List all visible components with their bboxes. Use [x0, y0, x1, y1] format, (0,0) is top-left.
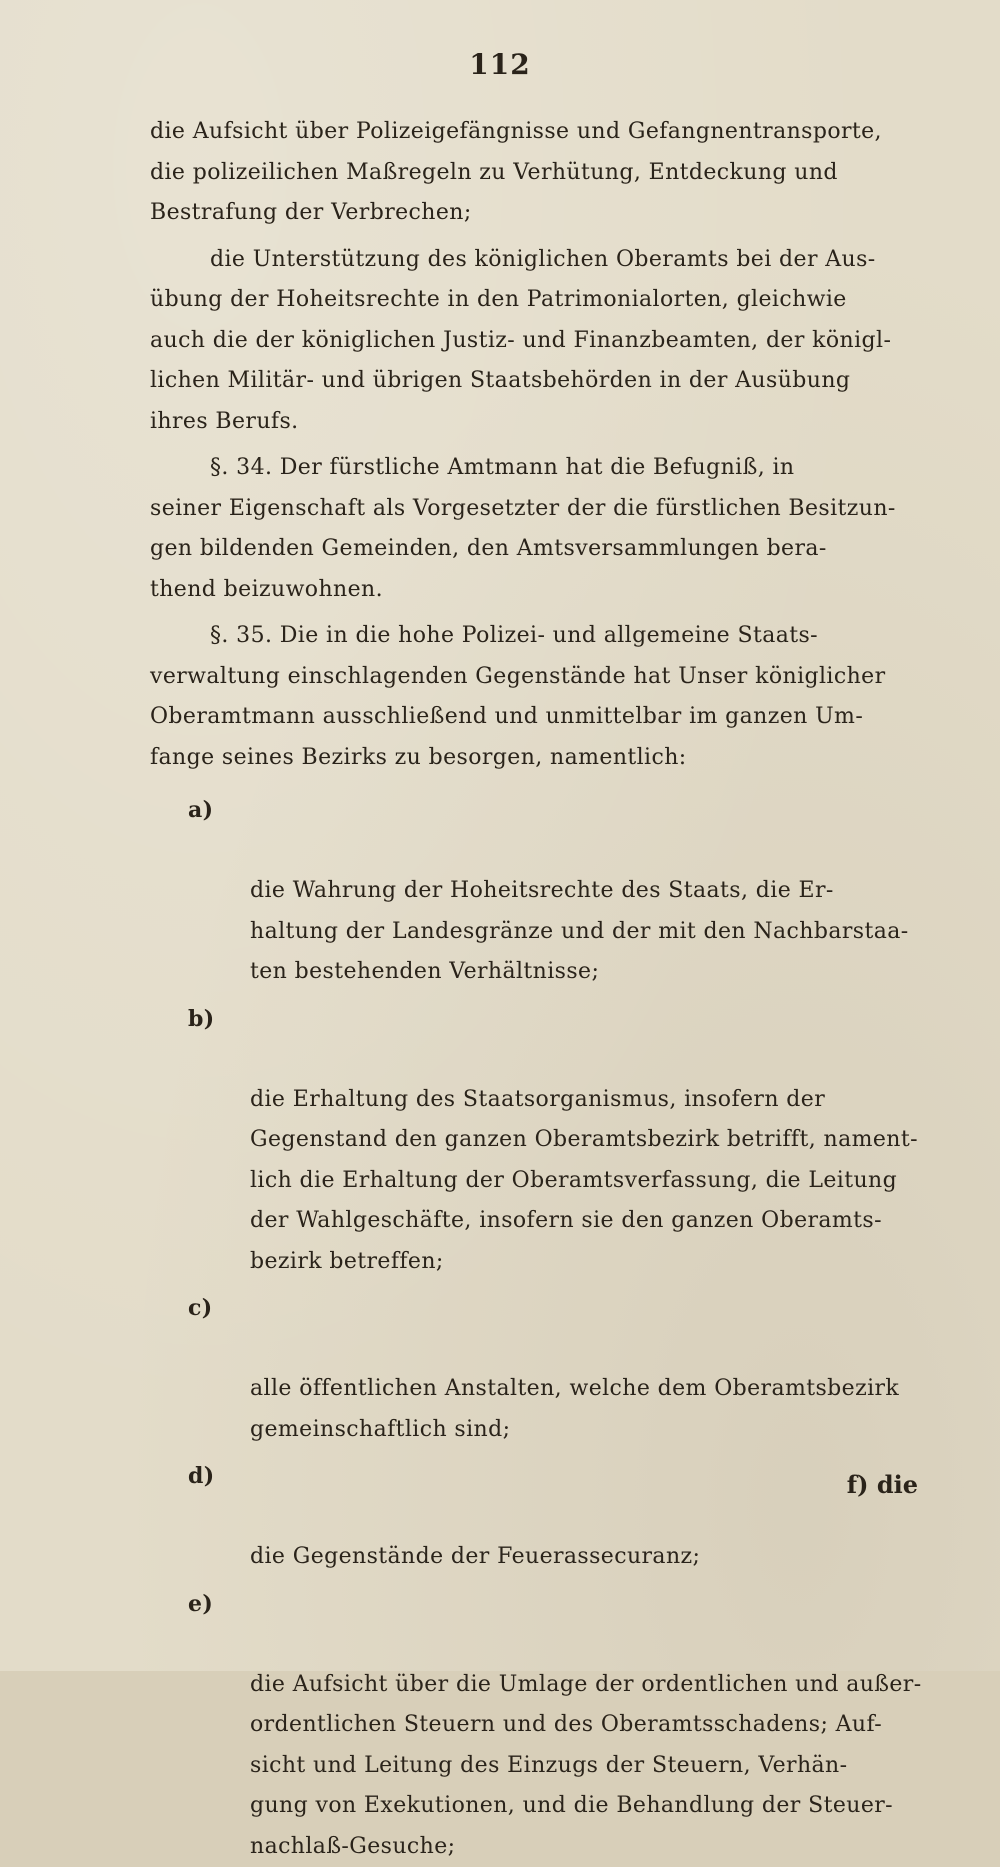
list-item-text: die Wahrung der Hoheitsrechte des Staats, die Er- haltung der Landesgränze und der mit den Nachbarstaa- ten bestehenden Verhältnisse;	[250, 878, 909, 984]
list-marker: a)	[188, 790, 213, 831]
page-number: 112	[0, 48, 1000, 81]
page-body-text	[150, 112, 925, 1867]
paragraph-section-35: §. 35. Die in die hohe Polizei- und allgemeine Staats- verwaltung einschlagenden Gegenstände hat Unser königlicher Oberamtmann ausschließend und unmittelbar im ganzen Um- fange seines Bezirks zu besorgen, namentlich:	[150, 616, 925, 778]
list-marker: d)	[188, 1456, 215, 1497]
catchword: f) die	[847, 1470, 918, 1499]
paragraph-support-oberamt: die Unterstützung des königlichen Oberamts bei der Aus- übung der Hoheitsrechte in den Patrimonialorten, gleichwie auch die der königlichen Justiz- und Finanzbeamten, der königl- lichen Militär- und übrigen Staatsbehörden in der Ausübung ihres Berufs.	[150, 240, 925, 443]
enumerated-list	[150, 790, 925, 1867]
list-marker: c)	[188, 1288, 213, 1329]
paragraph-police-supervision: die Aufsicht über Polizeigefängnisse und Gefangnentransporte, die polizeilichen Maßregeln zu Verhütung, Entdeckung und Bestrafung der Verbrechen;	[150, 112, 925, 234]
list-item-a	[188, 790, 925, 993]
list-item-d	[188, 1456, 925, 1578]
list-item-e	[188, 1584, 925, 1867]
list-item-c	[188, 1288, 925, 1450]
list-item-text: die Aufsicht über die Umlage der ordentlichen und außer- ordentlichen Steuern und des Oberamtsschadens; Auf- sicht und Leitung des Einzugs der Steuern, Verhän- gung von Exekutionen, und die Behandlung der Steuer- nachlaß-Gesuche;	[250, 1672, 922, 1859]
list-item-text: die Erhaltung des Staatsorganismus, insofern der Gegenstand den ganzen Oberamtsbezirk betrifft, nament- lich die Erhaltung der Oberamtsverfassung, die Leitung der Wahlgeschäfte, insofern sie den ganzen Oberamts- bezirk betreffen;	[250, 1087, 918, 1274]
list-item-b	[188, 999, 925, 1283]
list-item-text: die Gegenstände der Feuerassecuranz;	[250, 1544, 700, 1569]
list-item-text: alle öffentlichen Anstalten, welche dem Oberamtsbezirk gemeinschaftlich sind;	[250, 1376, 899, 1442]
paragraph-section-34: §. 34. Der fürstliche Amtmann hat die Befugniß, in seiner Eigenschaft als Vorgesetzter der die fürstlichen Besitzun- gen bildenden Gemeinden, den Amtsversammlungen bera- thend beizuwohnen.	[150, 448, 925, 610]
list-marker: b)	[188, 999, 215, 1040]
paragraph-gap	[150, 778, 925, 790]
list-marker: e)	[188, 1584, 213, 1625]
